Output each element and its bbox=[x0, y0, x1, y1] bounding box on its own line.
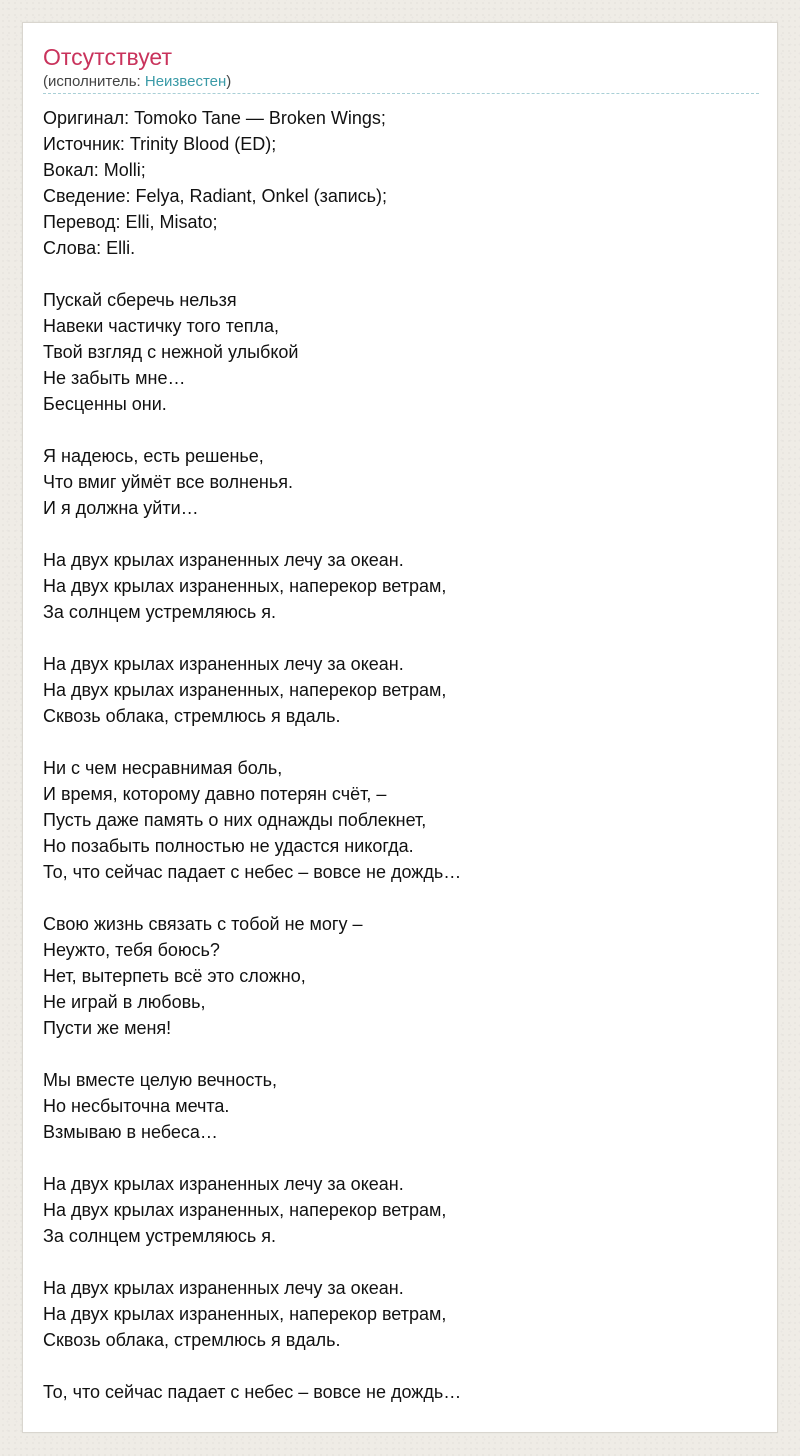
lyrics-blank-line bbox=[43, 1249, 759, 1275]
lyrics-line: Пусти же меня! bbox=[43, 1018, 172, 1038]
lyrics-blank-line bbox=[43, 261, 759, 287]
lyrics-line: Нет, вытерпеть всё это сложно, bbox=[43, 966, 306, 986]
artist-prefix: (исполнитель: bbox=[43, 73, 145, 90]
lyrics-line: Оригинал: Tomoko Tane — Broken Wings; bbox=[43, 108, 386, 128]
lyrics-line: Сквозь облака, стремлюсь я вдаль. bbox=[43, 706, 341, 726]
lyrics-line: На двух крылах израненных, наперекор ветрам, bbox=[43, 1200, 447, 1220]
lyrics-line: На двух крылах израненных, наперекор ветрам, bbox=[43, 576, 447, 596]
lyrics-line: На двух крылах израненных, наперекор ветрам, bbox=[43, 680, 447, 700]
lyrics-line: И я должна уйти… bbox=[43, 498, 199, 518]
lyrics-blank-line bbox=[43, 1353, 759, 1379]
lyrics-line: Перевод: Elli, Misato; bbox=[43, 212, 218, 232]
lyrics-line: Ни с чем несравнимая боль, bbox=[43, 758, 283, 778]
lyrics-line: Сквозь облака, стремлюсь я вдаль. bbox=[43, 1330, 341, 1350]
lyrics-line: За солнцем устремляюсь я. bbox=[43, 1226, 276, 1246]
lyrics-line: Слова: Elli. bbox=[43, 238, 136, 258]
lyrics-line: За солнцем устремляюсь я. bbox=[43, 602, 276, 622]
lyrics-line: Бесценны они. bbox=[43, 394, 167, 414]
lyrics-line: Не забыть мне… bbox=[43, 368, 186, 388]
lyrics-blank-line bbox=[43, 1041, 759, 1067]
lyrics-blank-line bbox=[43, 417, 759, 443]
lyrics-line: Свою жизнь связать с тобой не могу – bbox=[43, 914, 363, 934]
lyrics-line: Источник: Trinity Blood (ED); bbox=[43, 134, 277, 154]
lyrics-blank-line bbox=[43, 885, 759, 911]
lyrics-line: Взмываю в небеса… bbox=[43, 1122, 218, 1142]
lyrics-line: Неужто, тебя боюсь? bbox=[43, 940, 220, 960]
artist-line bbox=[43, 73, 231, 91]
lyrics-line: Но несбыточна мечта. bbox=[43, 1096, 230, 1116]
lyrics-line: То, что сейчас падает с небес – вовсе не дождь… bbox=[43, 862, 462, 882]
title-divider bbox=[43, 93, 759, 94]
lyrics-line: На двух крылах израненных лечу за океан. bbox=[43, 1174, 404, 1194]
lyrics-line: Вокал: Molli; bbox=[43, 160, 146, 180]
lyrics-card bbox=[22, 22, 778, 1433]
lyrics-blank-line bbox=[43, 1145, 759, 1171]
lyrics-line: И время, которому давно потерян счёт, – bbox=[43, 784, 387, 804]
lyrics-line: То, что сейчас падает с небес – вовсе не дождь… bbox=[43, 1382, 462, 1402]
lyrics-blank-line bbox=[43, 625, 759, 651]
lyrics-line: Я надеюсь, есть решенье, bbox=[43, 446, 264, 466]
lyrics-blank-line bbox=[43, 729, 759, 755]
lyrics-blank-line bbox=[43, 521, 759, 547]
lyrics-line: На двух крылах израненных, наперекор ветрам, bbox=[43, 1304, 447, 1324]
lyrics-line: На двух крылах израненных лечу за океан. bbox=[43, 1278, 404, 1298]
lyrics-line: Что вмиг уймёт все волненья. bbox=[43, 472, 293, 492]
lyrics-line: Сведение: Felya, Radiant, Onkel (запись); bbox=[43, 186, 388, 206]
lyrics-line: На двух крылах израненных лечу за океан. bbox=[43, 654, 404, 674]
lyrics-text bbox=[43, 105, 759, 1405]
artist-link[interactable]: Неизвестен bbox=[144, 73, 227, 90]
lyrics-line: Пускай сберечь нельзя bbox=[43, 290, 237, 310]
song-title: Отсутствует bbox=[43, 44, 172, 70]
lyrics-line: Мы вместе целую вечность, bbox=[43, 1070, 277, 1090]
lyrics-line: На двух крылах израненных лечу за океан. bbox=[43, 550, 404, 570]
lyrics-line: Твой взгляд с нежной улыбкой bbox=[43, 342, 299, 362]
lyrics-line: Но позабыть полностью не удастся никогда. bbox=[43, 836, 414, 856]
lyrics-line: Не играй в любовь, bbox=[43, 992, 206, 1012]
artist-suffix: ) bbox=[226, 73, 232, 90]
lyrics-line: Навеки частичку того тепла, bbox=[43, 316, 280, 336]
lyrics-line: Пусть даже память о них однажды поблекнет, bbox=[43, 810, 427, 830]
